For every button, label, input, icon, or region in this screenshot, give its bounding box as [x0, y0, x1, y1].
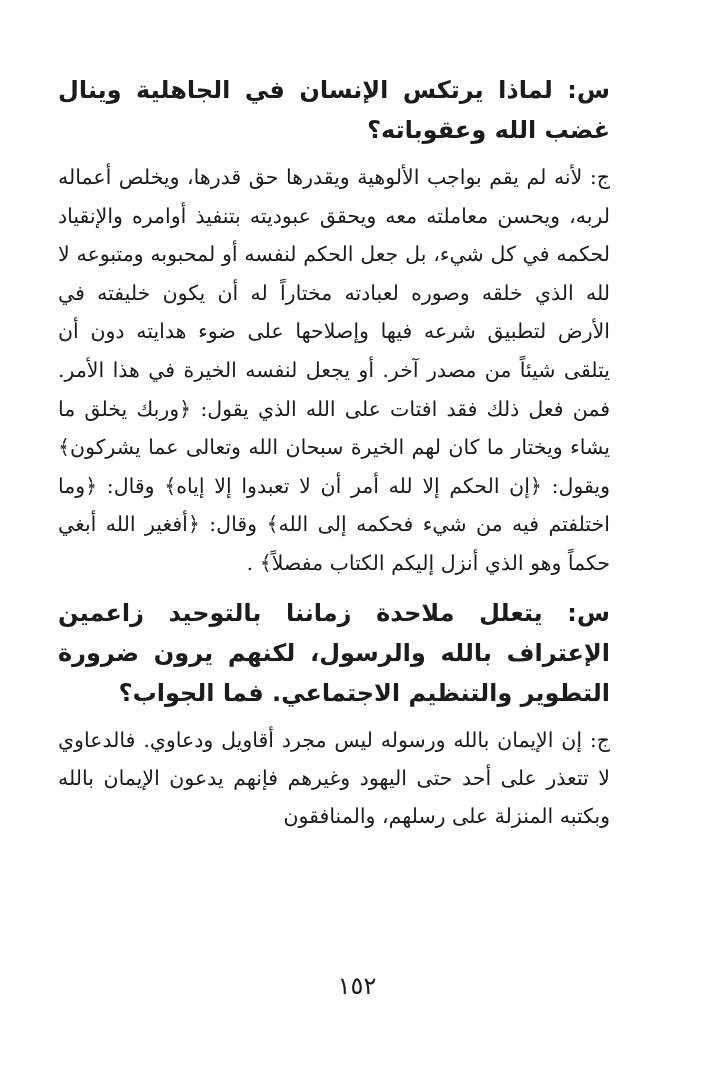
question-heading: س: يتعلل ملاحدة زماننا بالتوحيد زاعمين الإعتراف بالله والرسول، لكنهم يرون ضرورة التطوير والتنظيم الاجتماعي. فما الجواب؟ [58, 598, 610, 707]
question-heading: س: لماذا يرتكس الإنسان في الجاهلية وينال غضب الله وعقوباته؟ [58, 76, 610, 144]
answer-paragraph: ج: إن الإيمان بالله ورسوله ليس مجرد أقاويل ودعاوي. فالدعاوي لا تتعذر على أحد حتى اليهود وغيرهم فإنهم يدعون الإيمان بالله وبكتبه المنزلة على رسلهم، والمنافقون [58, 727, 610, 828]
book-page [58, 70, 610, 845]
answer-paragraph: ج: لأنه لم يقم بواجب الألوهية ويقدرها حق قدرها، ويخلص أعماله لربه، ويحسن معاملته معه ويحقق عبوديته بتنفيذ أوامره والإنقياد لحكمه في كل شيء، بل جعل الحكم لنفسه أو لمحبوبه ومتبوعه لا لله الذي خلقه وصوره لعبادته مختاراً له أن يكون خليفته في الأرض لتطبيق شرعه فيها وإصلاحها على ضوء هدايته دون أن يتلقى شيئاً من مصدر آخر. أو يجعل لنفسه الخيرة في هذا الأمر. فمن فعل ذلك فقد افتات على الله الذي يقول: ﴿وربك يخلق ما يشاء ويختار ما كان لهم الخيرة سبحان الله وتعالى عما يشركون﴾ ويقول: ﴿إن الحكم إلا لله أمر أن لا تعبدوا إلا إياه﴾ وقال: ﴿وما اختلفتم فيه من شيء فحكمه إلى الله﴾ وقال: ﴿أفغير الله أبغي حكماً وهو الذي أنزل إليكم الكتاب مفصلاً﴾ . [58, 165, 610, 575]
page-number: ١٥٢ [337, 972, 377, 1000]
